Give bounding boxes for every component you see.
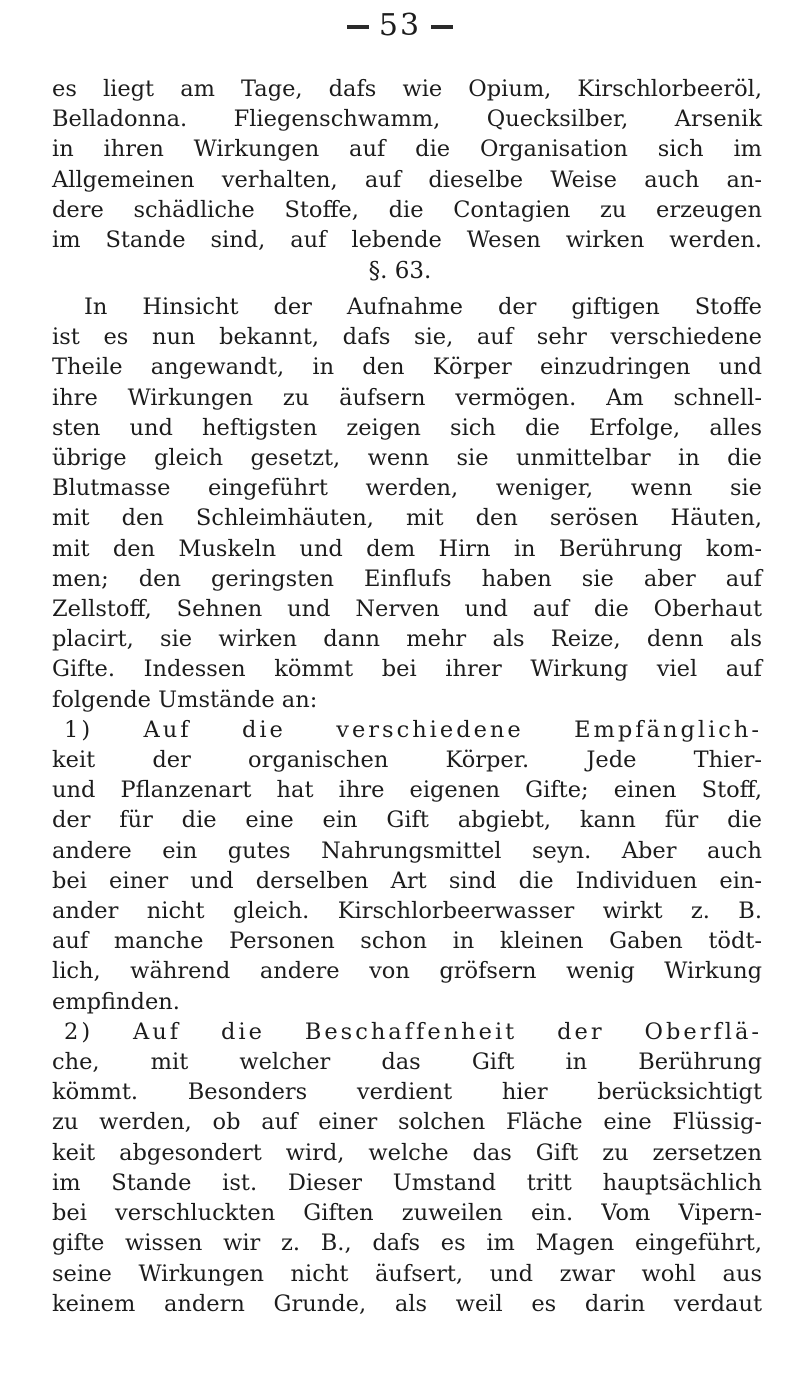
page-number-dash-left [347,25,369,29]
text-line: mit den Muskeln und dem Hirn in Berührung kom- [52,535,762,562]
text-line: gifte wissen wir z. B., dafs es im Magen eingeführt, [52,1230,762,1257]
page-number-text: 53 [378,8,422,43]
text-line: Gifte. Indessen kömmt bei ihrer Wirkung viel auf [52,656,762,683]
text-line: keit der organischen Körper. Jede Thier- [52,747,762,774]
section-heading: §. 63. [368,258,432,284]
text-line: übrige gleich gesetzt, wenn sie unmittelbar in die [52,445,762,472]
text-line: im Stande ist. Dieser Umstand tritt hauptsächlich [52,1169,762,1196]
text-line: sten und heftigsten zeigen sich die Erfolge, alles [52,414,762,441]
numbered-item-heading: 2) Auf die Beschaffenheit der Oberflä- [64,1018,762,1045]
text-line: es liegt am Tage, dafs wie Opium, Kirschlorbeeröl, [52,76,762,102]
text-line: bei verschluckten Giften zuweilen ein. Vom Vipern- [52,1200,762,1227]
page-number-dash-right [431,25,453,29]
text-line: bei einer und derselben Art sind die Individuen ein- [52,867,762,894]
text-line: der für die eine ein Gift abgiebt, kann für die [52,807,762,834]
text-line: lich, während andere von gröfsern wenig Wirkung [52,958,762,985]
text-line: folgende Umstände an: [52,686,318,713]
text-line: seine Wirkungen nicht äufsert, und zwar wohl aus [52,1260,762,1287]
text-line: und Pflanzenart hat ihre eigenen Gifte; einen Stoff, [52,777,762,804]
text-line: andere ein gutes Nahrungsmittel seyn. Aber auch [52,837,762,864]
text-line: in ihren Wirkungen auf die Organisation sich im [52,136,762,163]
text-line: mit den Schleimhäuten, mit den serösen Häuten, [52,505,762,532]
page-number [0,8,800,43]
text-line: keinem andern Grunde, als weil es darin verdaut [52,1290,762,1317]
text-line: placirt, sie wirken dann mehr als Reize, denn als [52,626,762,653]
text-line: Zellstoff, Sehnen und Nerven und auf die Oberhaut [52,596,762,623]
text-line: che, mit welcher das Gift in Berührung [52,1049,762,1076]
text-line: Blutmasse eingeführt werden, weniger, wenn sie [52,475,762,502]
text-line: In Hinsicht der Aufnahme der giftigen Stoffe [84,294,762,320]
text-line: empfinden. [52,988,180,1015]
section-body [52,292,762,1319]
text-line: Belladonna. Fliegenschwamm, Quecksilber, Arsenik [52,106,762,133]
text-line: men; den geringsten Einflufs haben sie aber auf [52,565,762,592]
text-line: Allgemeinen verhalten, auf dieselbe Weise auch an- [52,166,762,193]
text-line: Theile angewandt, in den Körper einzudringen und [52,354,762,381]
text-line: kömmt. Besonders verdient hier berücksichtigt [52,1079,762,1106]
text-line: ihre Wirkungen zu äufsern vermögen. Am schnell- [52,384,762,411]
text-line: ist es nun bekannt, dafs sie, auf sehr verschiedene [52,324,762,351]
paragraph-continued [52,74,762,255]
text-line: ander nicht gleich. Kirschlorbeerwasser wirkt z. B. [52,898,762,925]
text-line: zu werden, ob auf einer solchen Fläche eine Flüssig- [52,1109,762,1136]
text-line: auf manche Personen schon in kleinen Gaben tödt- [52,928,762,955]
numbered-item-heading: 1) Auf die verschiedene Empfänglich- [64,716,762,743]
text-line: keit abgesondert wird, welche das Gift zu zersetzen [52,1139,762,1166]
text-line: im Stande sind, auf lebende Wesen wirken werden. [52,227,762,254]
text-line: dere schädliche Stoffe, die Contagien zu erzeugen [52,196,762,223]
